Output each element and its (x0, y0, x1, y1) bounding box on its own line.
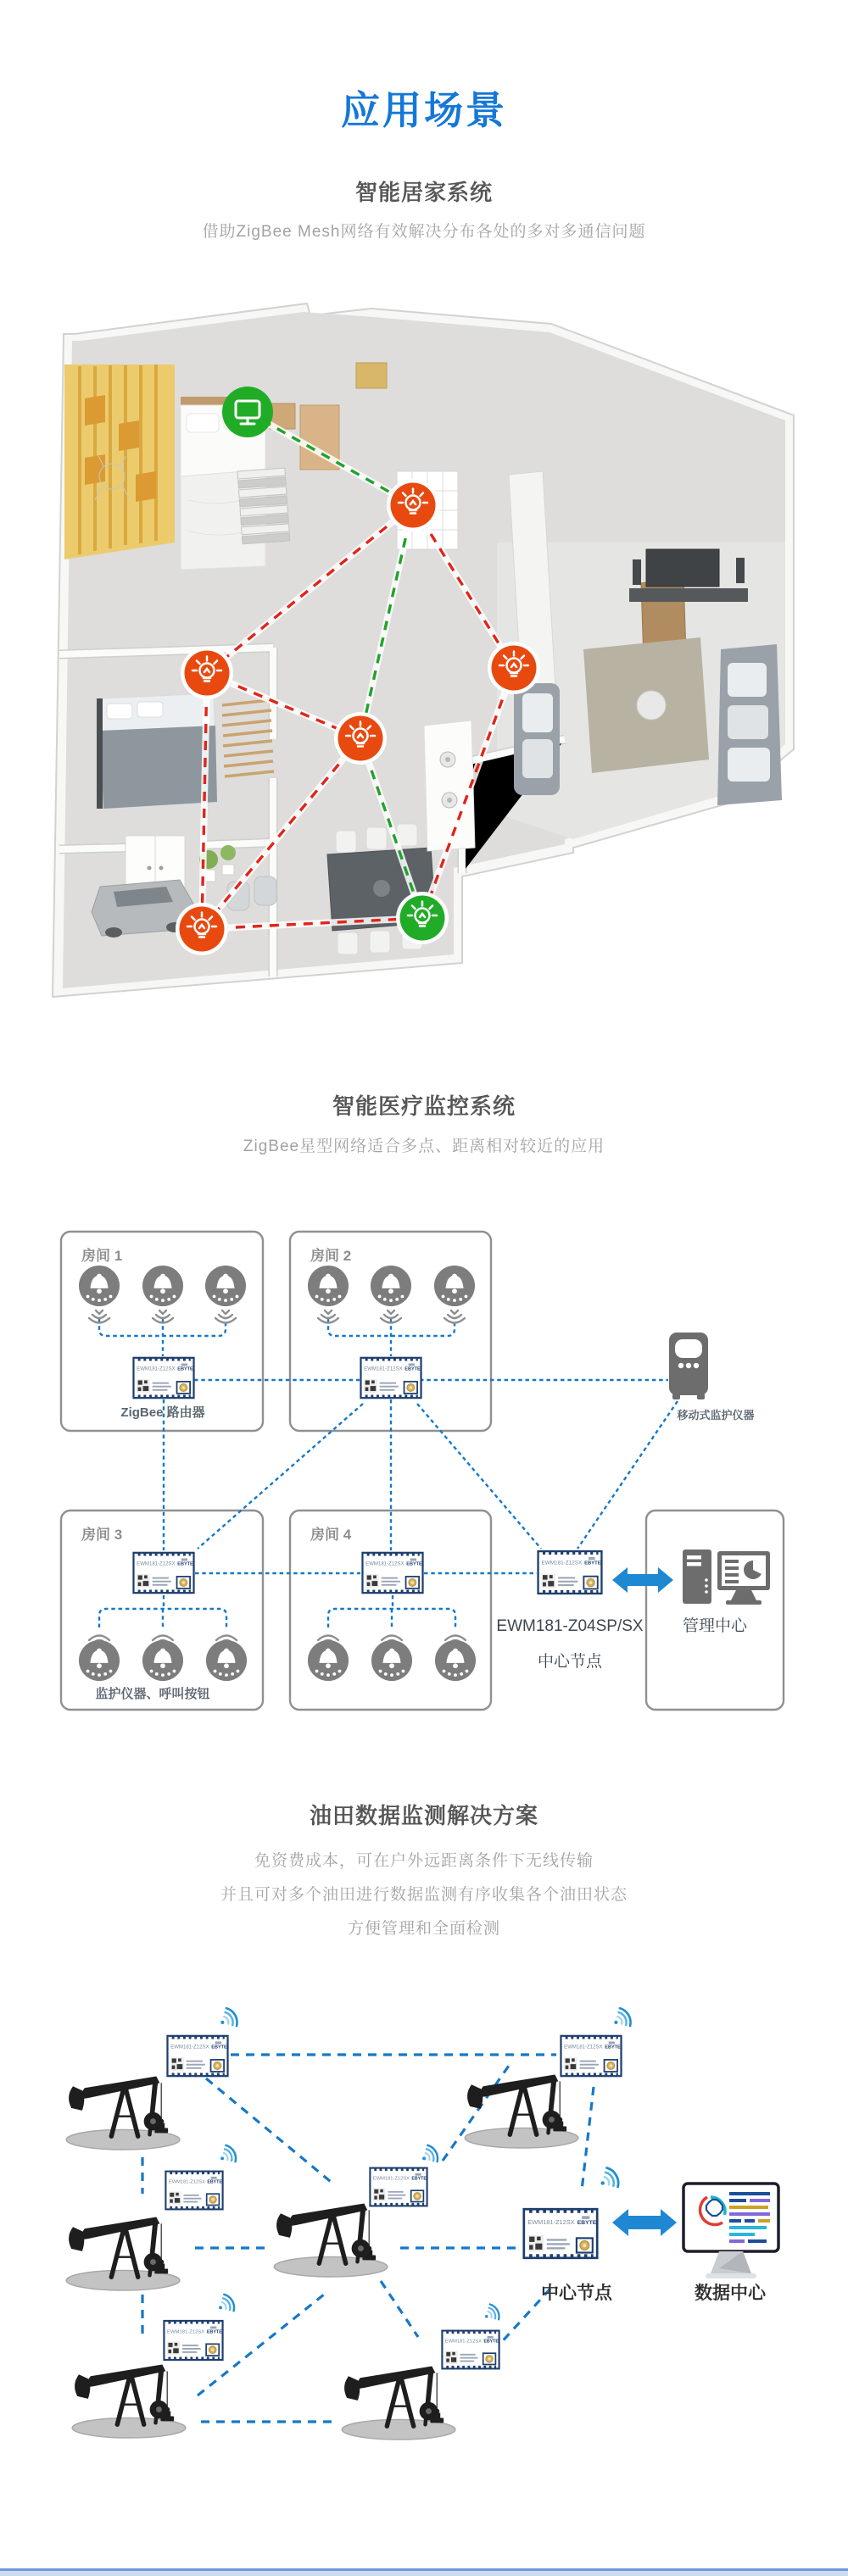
zigbee-module-icon (133, 1358, 193, 1398)
center-node-label: 中心节点 (537, 1653, 603, 1671)
management-label: 管理中心 (682, 1617, 748, 1635)
bulb-node (387, 479, 439, 531)
room-3-label: 房间 3 (81, 1527, 123, 1543)
center-node-module-icon (524, 2209, 597, 2258)
call-bell-icon (142, 1266, 183, 1306)
call-bell-icon (206, 1640, 247, 1681)
wifi-waves-icon (219, 2295, 234, 2311)
smart-home-subtitle: 借助ZigBee Mesh网络有效解决分布各处的多对多通信问题 (202, 223, 646, 241)
double-arrow-icon (612, 2209, 677, 2236)
zigbee-module-icon (165, 2172, 222, 2210)
medical-subtitle: ZigBee星型网络适合多点、距离相对较近的应用 (243, 1138, 605, 1155)
wifi-waves-icon (614, 2008, 630, 2026)
call-bell-icon (79, 1640, 120, 1681)
zigbee-module-icon (164, 2321, 222, 2360)
call-bell-icon (308, 1266, 349, 1306)
mobile-device-label: 移动式监护仪器 (677, 1409, 755, 1422)
pumpjack-icon (72, 2365, 186, 2439)
pumpjack-icon (66, 2077, 180, 2150)
pumpjack-icon (465, 2075, 578, 2149)
wifi-waves-icon (485, 2304, 499, 2319)
zigbee-module-icon (370, 2168, 427, 2206)
wall-art (356, 363, 387, 388)
pumpjack-icon (66, 2217, 180, 2291)
page-title: 应用场景 (341, 88, 507, 132)
zigbee-module-icon (561, 2036, 621, 2076)
zigbee-module-icon (133, 1553, 193, 1593)
sofa-left (514, 683, 560, 795)
oilfield-line2: 并且可对多个油田进行数据监测有序收集各个油田状态 (220, 1886, 628, 1904)
oilfield-line1: 免资费成本，可在户外远距离条件下无线传输 (254, 1852, 594, 1870)
call-bell-icon (205, 1266, 246, 1306)
call-bell-icon (371, 1640, 412, 1681)
zigbee-module-icon (442, 2331, 499, 2369)
call-bell-icon (435, 1640, 476, 1681)
call-bell-icon (308, 1640, 349, 1681)
oil-center-node-label: 中心节点 (541, 2284, 612, 2303)
room-3-sensors (79, 1636, 247, 1682)
room-2-label: 房间 2 (310, 1248, 352, 1264)
chair-2 (254, 876, 276, 905)
call-bell-icon (434, 1266, 475, 1306)
bulb-node (181, 647, 233, 699)
smart-home-heading: 智能居家系统 (354, 180, 493, 205)
call-bell-icon (79, 1266, 120, 1306)
pumpjack-icon (342, 2367, 455, 2440)
wifi-waves-icon (220, 2008, 237, 2026)
management-box (646, 1511, 784, 1710)
medical-network-figure (34, 1212, 814, 1738)
sofa-right (717, 644, 782, 805)
data-center-label: 数据中心 (695, 2284, 766, 2303)
center-model-label: EWM181-Z04SP/SX (496, 1617, 644, 1635)
mobile-monitor-device-icon (669, 1333, 708, 1399)
room-4-sensors (308, 1636, 476, 1682)
oilfield-heading: 油田数据监测解决方案 (309, 1803, 538, 1828)
data-center-monitor-icon (683, 2184, 778, 2278)
curtain (64, 364, 175, 559)
call-bell-icon (142, 1640, 183, 1681)
smart-home-floorplan-figure (42, 297, 806, 1026)
bulb-node (488, 642, 540, 694)
bulb-node-green (396, 892, 449, 944)
bed-small (97, 693, 217, 809)
bulb-node (176, 903, 228, 955)
call-bell-icon (371, 1266, 411, 1306)
router-label: ZigBee 路由器 (120, 1405, 205, 1420)
oilfield-line3: 方便管理和全面检测 (347, 1920, 500, 1938)
sensors-label: 监护仪器、呼叫按钮 (95, 1687, 210, 1701)
zigbee-module-icon (167, 2036, 227, 2076)
zigbee-module-icon (360, 1358, 421, 1398)
coffee-table (637, 691, 666, 720)
pumpjack-icon (274, 2204, 388, 2278)
medical-heading: 智能医疗监控系统 (332, 1093, 516, 1119)
room-4-label: 房间 4 (310, 1527, 352, 1543)
gateway-node (222, 387, 273, 437)
oilfield-network-figure (34, 1975, 814, 2467)
wifi-waves-icon (220, 2145, 236, 2162)
zigbee-module-icon (362, 1553, 422, 1593)
wifi-waves-icon (422, 2145, 438, 2162)
bulb-node (334, 712, 387, 765)
room-1-label: 房间 1 (81, 1248, 123, 1264)
footer-divider (0, 2568, 848, 2576)
wifi-waves-icon (600, 2168, 618, 2187)
center-node-module-icon (538, 1551, 602, 1594)
